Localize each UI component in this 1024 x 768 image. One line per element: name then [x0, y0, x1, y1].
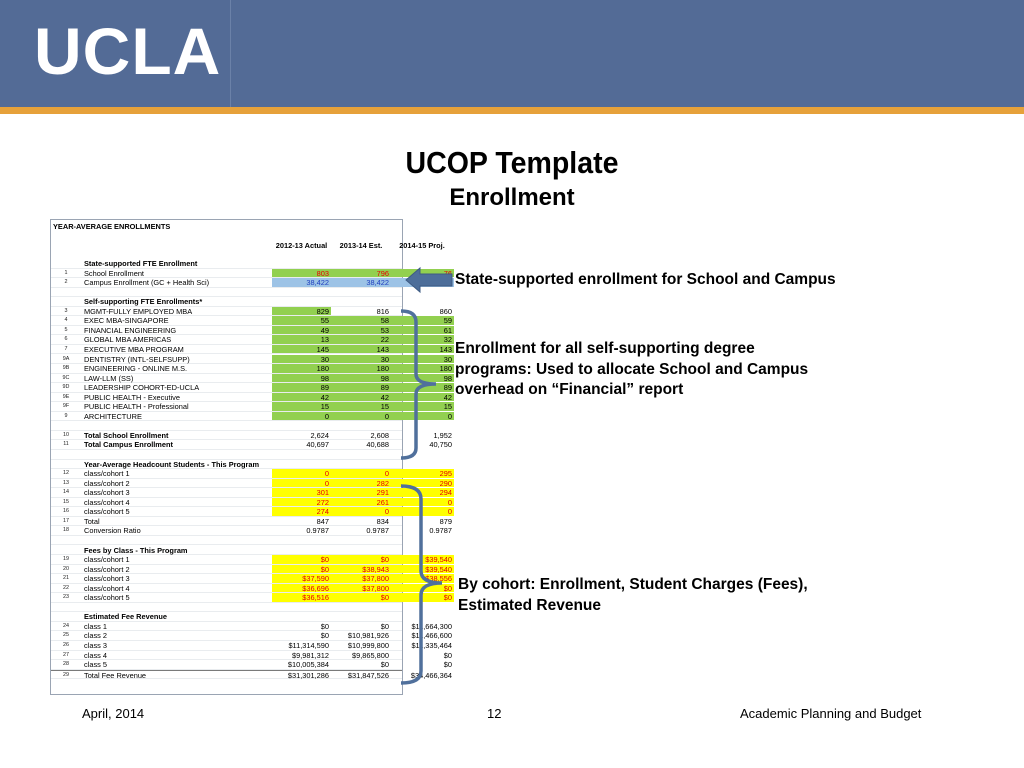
cell-value: $34,466,364 — [410, 670, 452, 680]
cell-value: 0 — [272, 412, 331, 421]
cell-value: 38,422 — [331, 278, 391, 287]
cell-value: 40,688 — [366, 440, 389, 450]
row-label: class/cohort 1 — [84, 555, 130, 565]
cell-value: 282 — [331, 479, 391, 488]
row-label: DENTISTRY (INTL-SELFSUPP) — [84, 354, 190, 364]
table-row — [51, 497, 452, 508]
footer-page-number: 12 — [487, 706, 502, 721]
cell-value: 180 — [331, 364, 391, 373]
table-row — [51, 354, 452, 365]
column-header-2012: 2012-13 Actual — [275, 241, 328, 250]
row-number: 7 — [64, 345, 68, 352]
blank-row — [51, 421, 402, 431]
cell-value: $0 — [320, 621, 329, 631]
row-number: 20 — [63, 565, 69, 572]
table-row — [51, 411, 452, 422]
row-label: Total School Enrollment — [84, 430, 169, 440]
cell-value: 834 — [376, 516, 389, 526]
cell-value: 98 — [331, 374, 391, 383]
cell-value: $10,005,384 — [287, 660, 329, 670]
cell-value: 42 — [391, 393, 454, 402]
cell-value: 847 — [316, 516, 329, 526]
table-row — [51, 526, 452, 536]
cell-value: 0 — [331, 507, 391, 516]
section-header: Fees by Class - This Program — [84, 545, 188, 555]
table-row — [51, 316, 452, 326]
table-row — [51, 593, 452, 603]
row-number: 1 — [64, 269, 68, 276]
row-number: 9 — [64, 412, 68, 419]
annotation-line: Estimated Revenue — [458, 596, 601, 614]
row-number: 13 — [63, 479, 69, 486]
cell-value: $0 — [443, 660, 452, 670]
cell-value: 2,608 — [370, 430, 389, 440]
table-row — [51, 344, 452, 355]
cell-value: 0 — [272, 479, 331, 488]
cell-value: $9,981,312 — [292, 650, 329, 660]
table-row — [51, 621, 452, 632]
cell-value: 30 — [272, 355, 331, 364]
cell-value: 22 — [331, 335, 391, 344]
cell-value: $0 — [320, 631, 329, 641]
section-header-row — [51, 460, 402, 470]
cell-value: 58 — [331, 316, 391, 325]
cell-value: 180 — [391, 364, 454, 373]
cell-value: $0 — [272, 555, 331, 564]
row-label: EXECUTIVE MBA PROGRAM — [84, 344, 184, 354]
row-number: 11 — [63, 441, 69, 448]
ucla-logo: UCLA — [34, 14, 222, 88]
section-header: State-supported FTE Enrollment — [84, 259, 198, 268]
table-row — [51, 278, 402, 288]
cell-value: 879 — [439, 516, 452, 526]
cell-value: 0 — [272, 469, 331, 478]
annotation-line: programs: Used to allocate School and Campus — [455, 360, 809, 378]
row-number: 28 — [63, 661, 69, 668]
cell-value: $0 — [331, 555, 391, 564]
cell-value: $0 — [331, 593, 391, 602]
column-header-row — [51, 241, 445, 251]
cell-value: 2,624 — [310, 430, 329, 440]
cell-value: 32 — [391, 335, 454, 344]
row-number: 22 — [63, 584, 69, 591]
row-label: Total Campus Enrollment — [84, 440, 173, 450]
cell-value: 1,952 — [433, 430, 452, 440]
cell-value: 42 — [272, 393, 331, 402]
row-label: EXEC MBA-SINGAPORE — [84, 316, 169, 326]
row-label: class/cohort 1 — [84, 469, 130, 479]
row-number: 23 — [63, 594, 69, 601]
sheet-title: YEAR-AVERAGE ENROLLMENTS — [53, 222, 171, 231]
cell-value: 0 — [391, 507, 454, 516]
blank-row — [51, 450, 402, 460]
right-bracket-icon — [398, 483, 448, 689]
cell-value: 89 — [272, 383, 331, 392]
enrollment-spreadsheet — [50, 219, 452, 695]
row-label: class/cohort 3 — [84, 488, 130, 498]
cell-value: 61 — [391, 326, 454, 335]
table-row — [51, 364, 452, 374]
row-label: ARCHITECTURE — [84, 411, 142, 421]
row-label: class 4 — [84, 650, 108, 660]
blank-row — [51, 288, 402, 298]
header-divider — [230, 0, 231, 107]
cell-value: 42 — [331, 393, 391, 402]
cell-value: $0 — [391, 584, 454, 593]
table-row — [51, 392, 452, 403]
table-row — [51, 516, 452, 527]
row-label: Total Fee Revenue — [84, 670, 147, 680]
row-label: Conversion Ratio — [84, 526, 141, 536]
row-label: GLOBAL MBA AMERICAS — [84, 335, 172, 345]
cell-value: 796 — [331, 269, 391, 278]
cell-value: 89 — [331, 383, 391, 392]
row-number: 18 — [63, 527, 69, 534]
row-label: MGMT-FULLY EMPLOYED MBA — [84, 306, 193, 316]
row-number: 4 — [64, 317, 68, 324]
gold-accent-bar — [0, 107, 1024, 114]
table-row — [51, 383, 452, 393]
row-number: 9B — [62, 365, 70, 372]
cell-value: $10,981,926 — [347, 631, 389, 641]
cell-value: 0 — [391, 412, 454, 421]
row-label: class 2 — [84, 631, 108, 641]
cell-value: $0 — [391, 593, 454, 602]
blank-row — [51, 536, 402, 546]
table-row — [51, 583, 452, 594]
row-label: LAW-LLM (SS) — [84, 373, 134, 383]
row-label: class/cohort 2 — [84, 478, 130, 488]
sheet-title-row — [51, 222, 402, 232]
cell-value: 0 — [391, 498, 454, 507]
table-row — [51, 507, 452, 517]
cell-value: 59 — [391, 316, 454, 325]
table-row — [51, 631, 452, 641]
cell-value: 49 — [272, 326, 331, 335]
cell-value: $11,664,300 — [411, 621, 452, 631]
row-number: 12 — [63, 470, 69, 477]
cell-value: $11,314,590 — [288, 641, 329, 650]
cell-value: 0 — [331, 469, 391, 478]
cell-value: 38,422 — [272, 278, 331, 287]
section-header-row — [51, 297, 402, 307]
table-row — [51, 650, 452, 661]
cell-value: 803 — [272, 269, 331, 278]
cell-value: $31,847,526 — [347, 670, 389, 680]
table-row — [51, 440, 452, 450]
footer-department: Academic Planning and Budget — [740, 706, 922, 721]
cell-value: 40,697 — [306, 440, 329, 450]
cell-value: $37,590 — [272, 574, 331, 583]
cell-value: $0 — [380, 660, 389, 670]
table-row — [51, 335, 452, 345]
row-number: 5 — [64, 326, 68, 333]
cell-value: $10,999,800 — [347, 641, 389, 650]
row-number: 9E — [62, 393, 70, 400]
cell-value: 0.9787 — [429, 526, 452, 536]
table-row — [51, 430, 452, 441]
cell-value: 0.9787 — [366, 526, 389, 536]
cell-value: $39,540 — [391, 555, 454, 564]
row-number: 15 — [63, 498, 69, 505]
section-header-row — [51, 612, 402, 622]
table-row — [51, 641, 452, 651]
table-row — [51, 670, 452, 680]
annotation-cohort — [458, 575, 808, 616]
row-label: class/cohort 4 — [84, 583, 130, 593]
row-number: 16 — [63, 508, 69, 515]
row-number: 10 — [63, 431, 69, 438]
cell-value: $11,335,464 — [411, 641, 452, 650]
table-row — [51, 325, 452, 336]
row-number: 9F — [62, 403, 70, 410]
slide-title: UCOP Template — [405, 145, 619, 180]
section-header: Self-supporting FTE Enrollments* — [84, 297, 203, 307]
cell-value: 55 — [272, 316, 331, 325]
column-header-2013: 2013-14 Est. — [339, 241, 383, 250]
row-label: FINANCIAL ENGINEERING — [84, 325, 177, 335]
cell-value: $11,466,600 — [411, 631, 452, 641]
cell-value: $37,800 — [331, 584, 391, 593]
section-header: Estimated Fee Revenue — [84, 612, 167, 622]
cell-value: $39,540 — [391, 565, 454, 574]
cell-value: 15 — [272, 402, 331, 411]
cell-value: 295 — [391, 469, 454, 478]
row-number: 21 — [63, 575, 69, 582]
section-header: Year-Average Headcount Students - This Program — [84, 459, 260, 469]
row-label: class/cohort 3 — [84, 574, 130, 584]
cell-value: 294 — [391, 488, 454, 497]
cell-value: 30 — [391, 355, 454, 364]
cell-value: 15 — [331, 402, 391, 411]
cell-value: $0 — [380, 621, 389, 631]
table-row — [51, 306, 452, 317]
row-label: class/cohort 2 — [84, 564, 130, 574]
header-bar — [0, 0, 1024, 107]
cell-value: 816 — [376, 306, 389, 316]
row-label: class/cohort 5 — [84, 507, 130, 517]
row-label: Total — [84, 516, 100, 526]
cell-value: 89 — [391, 383, 454, 392]
table-row — [51, 555, 452, 565]
row-label: PUBLIC HEALTH - Executive — [84, 392, 180, 402]
column-header-2014: 2014-15 Proj. — [399, 241, 445, 250]
cell-value: 290 — [391, 479, 454, 488]
section-header-row — [51, 259, 402, 269]
cell-value: $31,301,286 — [287, 670, 329, 680]
row-number: 14 — [63, 489, 69, 496]
annotation-self-supporting — [455, 339, 808, 401]
row-number: 9D — [62, 384, 70, 391]
cell-value: 301 — [272, 488, 331, 497]
table-row — [51, 660, 452, 670]
row-label: PUBLIC HEALTH - Professional — [84, 402, 189, 412]
row-number: 24 — [63, 622, 69, 629]
cell-value: $9,865,800 — [352, 650, 389, 660]
cell-value: 143 — [331, 345, 391, 354]
cell-value: 145 — [272, 345, 331, 354]
table-row — [51, 478, 452, 489]
row-number: 27 — [63, 651, 69, 658]
table-row — [51, 373, 452, 384]
row-number: 25 — [63, 632, 69, 639]
row-number: 3 — [64, 307, 68, 314]
cell-value: 15 — [391, 402, 454, 411]
cell-value: $0 — [272, 565, 331, 574]
cell-value: 143 — [391, 345, 454, 354]
cell-value: 98 — [272, 374, 331, 383]
cell-value: $37,800 — [331, 574, 391, 583]
right-bracket-icon — [398, 308, 442, 464]
table-row — [51, 402, 452, 412]
annotation-line: overhead on “Financial” report — [455, 381, 684, 398]
blank-row — [51, 603, 402, 613]
cell-value: $0 — [443, 650, 452, 660]
cell-value: 0.9787 — [306, 526, 329, 536]
row-number: 29 — [63, 671, 69, 678]
row-number: 17 — [63, 517, 69, 524]
table-row — [51, 488, 452, 498]
cell-value: 860 — [439, 306, 452, 316]
left-arrow-icon — [404, 266, 454, 294]
row-label: School Enrollment — [84, 268, 144, 278]
row-number: 6 — [64, 336, 68, 343]
table-row — [51, 268, 452, 279]
cell-value: 829 — [272, 307, 331, 316]
table-row — [51, 469, 452, 479]
row-label: class 3 — [84, 641, 108, 650]
cell-value: 261 — [331, 498, 391, 507]
slide-subtitle: Enrollment — [449, 184, 575, 211]
table-row — [51, 564, 452, 575]
cell-value: 0 — [331, 412, 391, 421]
cell-value: 274 — [272, 507, 331, 516]
annotation-line: Enrollment for all self-supporting degree — [455, 340, 755, 357]
footer-date: April, 2014 — [82, 706, 145, 721]
row-number: 19 — [63, 556, 69, 563]
row-number: 2 — [64, 279, 68, 286]
cell-value: $36,696 — [272, 584, 331, 593]
cell-value: 76 — [391, 269, 454, 278]
row-label: Campus Enrollment (GC + Health Sci) — [84, 278, 210, 288]
section-header-row — [51, 546, 402, 556]
row-label: LEADERSHIP COHORT-ED-UCLA — [84, 383, 200, 393]
cell-value: 98 — [391, 374, 454, 383]
row-label: ENGINEERING - ONLINE M.S. — [84, 364, 188, 374]
row-number: 9C — [62, 374, 70, 381]
cell-value: 180 — [272, 364, 331, 373]
cell-value: 272 — [272, 498, 331, 507]
cell-value: $38,943 — [331, 565, 391, 574]
cell-value: $38,556 — [391, 574, 454, 583]
row-label: class 5 — [84, 660, 108, 670]
cell-value: 40,750 — [429, 440, 452, 450]
table-row — [51, 574, 452, 584]
row-number: 9A — [62, 355, 70, 362]
annotation-line: By cohort: Enrollment, Student Charges (Fees), — [458, 576, 808, 593]
row-label: class/cohort 5 — [84, 593, 130, 603]
cell-value: 291 — [331, 488, 391, 497]
cell-value: 30 — [331, 355, 391, 364]
cell-value: 13 — [272, 335, 331, 344]
row-label: class/cohort 4 — [84, 497, 130, 507]
row-label: class 1 — [84, 621, 108, 631]
row-number: 26 — [63, 642, 69, 648]
cell-value: 53 — [331, 326, 391, 335]
annotation-state-supported: State-supported enrollment for School and Campus — [455, 271, 836, 288]
cell-value: $36,516 — [272, 593, 331, 602]
